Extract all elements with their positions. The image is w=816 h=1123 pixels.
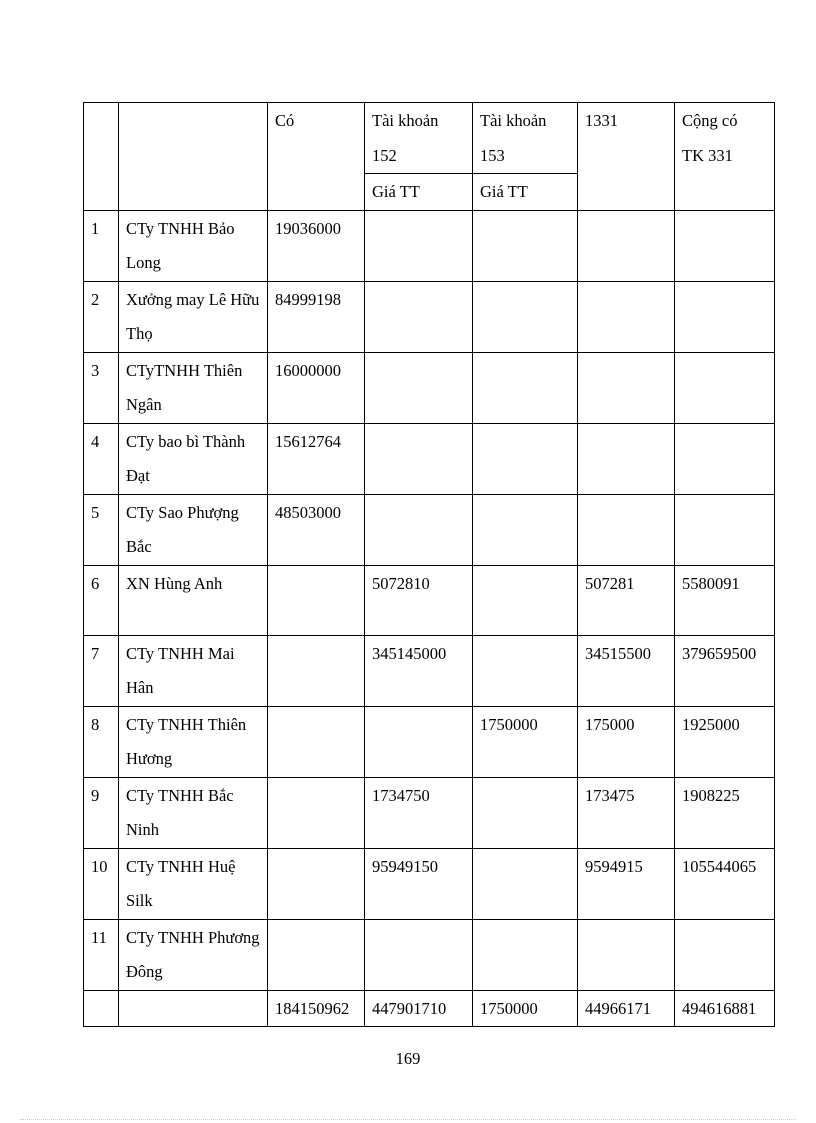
row-tk1331 — [578, 919, 675, 990]
header-cong-co-line1: Cộng có — [682, 111, 738, 130]
row-co — [268, 706, 365, 777]
row-total — [675, 494, 775, 565]
row-stt: 3 — [84, 352, 119, 423]
row-tk152 — [365, 352, 473, 423]
ledger-table — [83, 102, 775, 1027]
row-name: CTy Sao Phượng Bắc — [119, 494, 268, 565]
header-co-cell — [268, 103, 365, 211]
table-row — [84, 848, 775, 919]
table-row — [84, 494, 775, 565]
row-tk153 — [473, 848, 578, 919]
row-total: 5580091 — [675, 565, 775, 635]
row-tk152 — [365, 281, 473, 352]
row-total: 105544065 — [675, 848, 775, 919]
header-name-cell — [119, 103, 268, 211]
row-co — [268, 565, 365, 635]
table-row — [84, 281, 775, 352]
row-total: 1925000 — [675, 706, 775, 777]
row-stt: 6 — [84, 565, 119, 635]
table-row — [84, 919, 775, 990]
row-tk153 — [473, 281, 578, 352]
row-name: CTyTNHH Thiên Ngân — [119, 352, 268, 423]
header-tk153-cell — [473, 103, 578, 174]
header-row — [84, 103, 775, 174]
footer-rule — [20, 1119, 796, 1120]
row-co — [268, 848, 365, 919]
row-tk153 — [473, 210, 578, 281]
page-number: 169 — [395, 1049, 421, 1068]
row-name: CTy TNHH Thiên Hương — [119, 706, 268, 777]
row-co: 16000000 — [268, 352, 365, 423]
row-tk1331: 175000 — [578, 706, 675, 777]
row-tk153 — [473, 777, 578, 848]
totals-co: 184150962 — [268, 990, 365, 1027]
header-tk153-line1: Tài khoản — [480, 111, 547, 130]
row-co: 84999198 — [268, 281, 365, 352]
row-tk152 — [365, 706, 473, 777]
row-tk153 — [473, 919, 578, 990]
table-row — [84, 706, 775, 777]
row-name: CTy bao bì Thành Đạt — [119, 423, 268, 494]
row-tk1331: 507281 — [578, 565, 675, 635]
row-total — [675, 423, 775, 494]
header-stt-cell — [84, 103, 119, 211]
totals-total: 494616881 — [675, 990, 775, 1027]
row-tk1331 — [578, 281, 675, 352]
header-tk152-line1: Tài khoản — [372, 111, 439, 130]
row-tk1331: 9594915 — [578, 848, 675, 919]
row-tk1331: 34515500 — [578, 635, 675, 706]
totals-stt — [84, 990, 119, 1027]
row-tk1331 — [578, 494, 675, 565]
row-tk152 — [365, 423, 473, 494]
row-co — [268, 919, 365, 990]
row-name: Xưởng may Lê Hữu Thọ — [119, 281, 268, 352]
row-name: CTy TNHH Huệ Silk — [119, 848, 268, 919]
row-stt: 5 — [84, 494, 119, 565]
row-co — [268, 635, 365, 706]
row-tk152 — [365, 210, 473, 281]
row-stt: 9 — [84, 777, 119, 848]
table-row — [84, 635, 775, 706]
row-total: 379659500 — [675, 635, 775, 706]
table-row — [84, 423, 775, 494]
row-stt: 4 — [84, 423, 119, 494]
row-stt: 1 — [84, 210, 119, 281]
header-tk152-cell — [365, 103, 473, 174]
row-name: XN Hùng Anh — [119, 565, 268, 635]
row-stt: 2 — [84, 281, 119, 352]
row-total — [675, 919, 775, 990]
row-total — [675, 281, 775, 352]
row-tk1331 — [578, 352, 675, 423]
header-tk1331-cell — [578, 103, 675, 211]
header-co: Có — [275, 111, 295, 130]
header-tk153-line2: 153 — [480, 145, 505, 165]
row-tk153 — [473, 635, 578, 706]
row-total — [675, 210, 775, 281]
row-tk1331 — [578, 423, 675, 494]
row-name: CTy TNHH Phương Đông — [119, 919, 268, 990]
row-name: CTy TNHH Bảo Long — [119, 210, 268, 281]
row-co: 19036000 — [268, 210, 365, 281]
header-gia-tt-152: Giá TT — [365, 174, 473, 211]
row-name: CTy TNHH Mai Hân — [119, 635, 268, 706]
row-co: 48503000 — [268, 494, 365, 565]
totals-name — [119, 990, 268, 1027]
row-co: 15612764 — [268, 423, 365, 494]
table-row — [84, 777, 775, 848]
row-tk152: 345145000 — [365, 635, 473, 706]
totals-tk1331: 44966171 — [578, 990, 675, 1027]
header-cong-co-line2: TK 331 — [682, 145, 733, 165]
row-stt: 10 — [84, 848, 119, 919]
header-gia-tt-153: Giá TT — [473, 174, 578, 211]
row-tk152 — [365, 919, 473, 990]
row-tk153 — [473, 494, 578, 565]
row-tk152: 1734750 — [365, 777, 473, 848]
row-name: CTy TNHH Bắc Ninh — [119, 777, 268, 848]
totals-row — [84, 990, 775, 1027]
row-tk153: 1750000 — [473, 706, 578, 777]
header-tk152-line2: 152 — [372, 145, 397, 165]
header-cong-co-cell — [675, 103, 775, 211]
row-tk152: 5072810 — [365, 565, 473, 635]
header-tk1331: 1331 — [585, 111, 618, 130]
table-row — [84, 210, 775, 281]
row-total: 1908225 — [675, 777, 775, 848]
row-total — [675, 352, 775, 423]
row-tk153 — [473, 352, 578, 423]
row-stt: 11 — [84, 919, 119, 990]
row-tk153 — [473, 565, 578, 635]
row-tk152 — [365, 494, 473, 565]
table-row — [84, 565, 775, 635]
row-tk153 — [473, 423, 578, 494]
row-stt: 7 — [84, 635, 119, 706]
row-tk152: 95949150 — [365, 848, 473, 919]
totals-tk152: 447901710 — [365, 990, 473, 1027]
row-tk1331: 173475 — [578, 777, 675, 848]
row-stt: 8 — [84, 706, 119, 777]
row-co — [268, 777, 365, 848]
totals-tk153: 1750000 — [473, 990, 578, 1027]
table-row — [84, 352, 775, 423]
row-tk1331 — [578, 210, 675, 281]
